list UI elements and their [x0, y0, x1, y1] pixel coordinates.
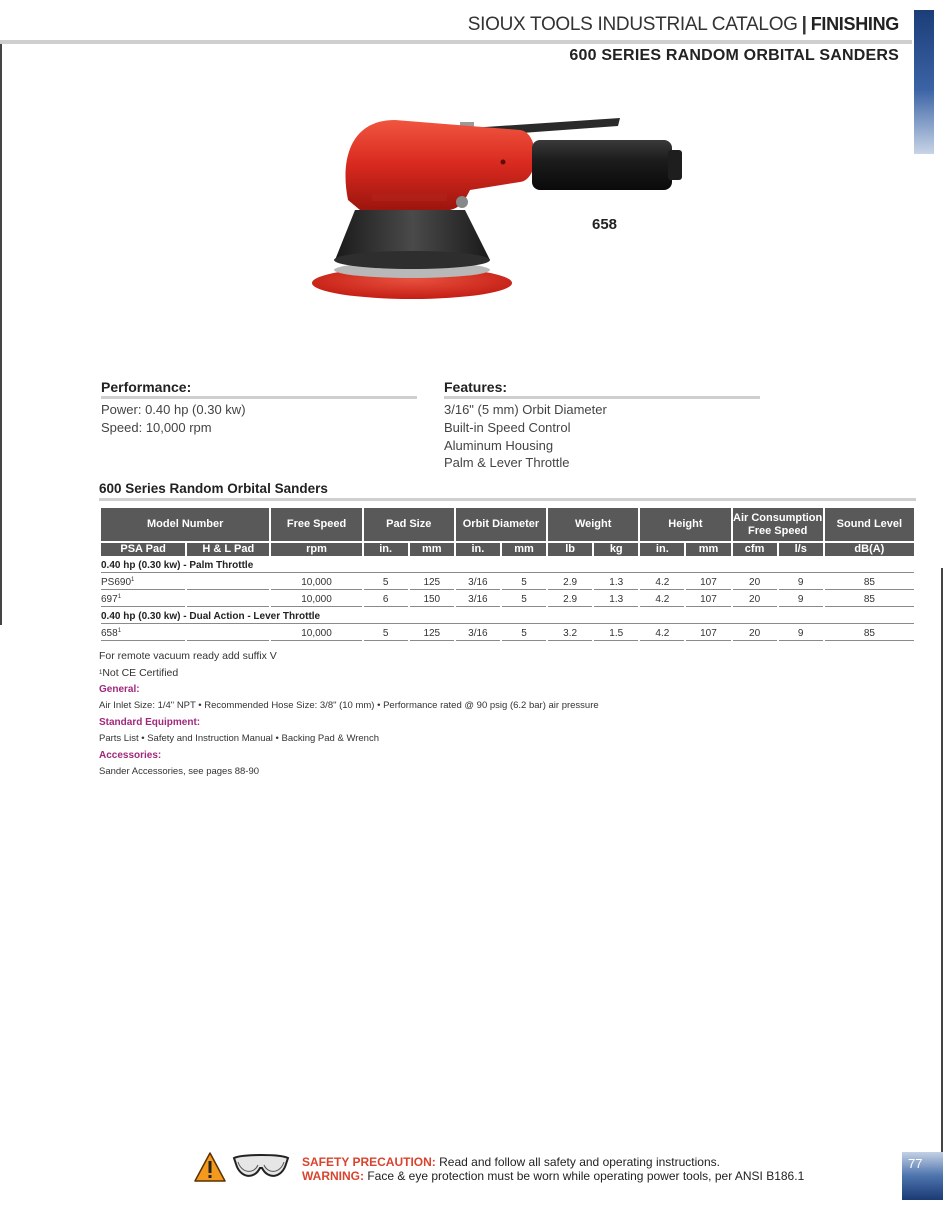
- ls-cell: 9: [779, 573, 823, 590]
- pad-mm-cell: 125: [410, 573, 454, 590]
- performance-block: [101, 379, 417, 437]
- orbit-in-cell: 3/16: [456, 624, 500, 641]
- pad-in-cell: 5: [364, 573, 408, 590]
- orbit-mm-cell: 5: [502, 573, 546, 590]
- dba-cell: 85: [825, 624, 914, 641]
- kg-cell: 1.3: [594, 573, 638, 590]
- table-title: 600 Series Random Orbital Sanders: [99, 481, 916, 501]
- cfm-cell: 20: [733, 624, 777, 641]
- left-margin-rule: [0, 40, 2, 625]
- orbit-mm-subheader: mm: [502, 541, 546, 556]
- ls-cell: 9: [779, 590, 823, 607]
- general-text: Air Inlet Size: 1/4" NPT • Recommended Hose Size: 3/8" (10 mm) • Performance rated @ 90 psig (6.2 bar) air pressure: [99, 700, 599, 711]
- sound-level-header: Sound Level: [825, 508, 914, 541]
- height-in-cell: 4.2: [640, 590, 684, 607]
- air-consumption-header: Air Consumption Free Speed: [733, 508, 823, 541]
- page-number: 77: [902, 1152, 943, 1200]
- ce-note: $^1$Not CE Certified: [99, 666, 179, 679]
- kg-cell: 1.3: [594, 590, 638, 607]
- psa-pad-subheader: PSA Pad: [101, 541, 185, 556]
- section-tab: [914, 10, 934, 154]
- features-heading: Features:: [444, 379, 760, 399]
- orbit-diameter-header: Orbit Diameter: [456, 508, 546, 541]
- height-mm-cell: 107: [686, 573, 730, 590]
- dba-cell: 85: [825, 573, 914, 590]
- remote-vacuum-note: For remote vacuum ready add suffix V: [99, 650, 277, 662]
- model-cell: $697^1$: [101, 590, 185, 607]
- table-row: [101, 573, 914, 590]
- pad-mm-cell: 125: [410, 624, 454, 641]
- right-margin-rule: [941, 568, 943, 1200]
- ls-cell: 9: [779, 624, 823, 641]
- feature-line: Palm & Lever Throttle: [444, 455, 570, 471]
- standard-equipment-label: Standard Equipment:: [99, 717, 201, 728]
- height-mm-subheader: mm: [686, 541, 730, 556]
- standard-equipment-text: Parts List • Safety and Instruction Manual • Backing Pad & Wrench: [99, 733, 380, 744]
- table-row: [101, 590, 914, 607]
- hl-pad-cell: [187, 573, 269, 590]
- height-mm-cell: 107: [686, 624, 730, 641]
- height-header: Height: [640, 508, 730, 541]
- model-cell: $658^1$: [101, 624, 185, 641]
- warning-triangle-icon: [194, 1152, 226, 1182]
- lb-subheader: lb: [548, 541, 592, 556]
- hl-pad-cell: [187, 624, 269, 641]
- orbit-in-cell: 3/16: [456, 590, 500, 607]
- safety-text: [302, 1155, 804, 1183]
- group-label: 0.40 hp (0.30 kw) - Palm Throttle: [101, 556, 914, 573]
- table-row: [101, 624, 914, 641]
- performance-line: Speed: 10,000 rpm: [101, 419, 212, 435]
- ls-subheader: l/s: [779, 541, 823, 556]
- pad-in-cell: 6: [364, 590, 408, 607]
- table-group-row: [101, 556, 914, 573]
- table-group-row: [101, 607, 914, 624]
- spec-table: [99, 508, 916, 641]
- sander-product-image: [300, 100, 700, 305]
- dba-cell: 85: [825, 590, 914, 607]
- pad-size-header: Pad Size: [364, 508, 454, 541]
- catalog-name: SIOUX TOOLS INDUSTRIAL CATALOG: [467, 14, 798, 35]
- orbit-mm-cell: 5: [502, 590, 546, 607]
- hl-pad-cell: [187, 590, 269, 607]
- cfm-cell: 20: [733, 573, 777, 590]
- pad-in-cell: 5: [364, 624, 408, 641]
- table-header-row: [101, 508, 914, 541]
- orbit-in-cell: 3/16: [456, 573, 500, 590]
- accessories-text: Sander Accessories, see pages 88-90: [99, 766, 260, 777]
- lb-cell: 2.9: [548, 590, 592, 607]
- pad-mm-subheader: mm: [410, 541, 454, 556]
- pad-in-subheader: in.: [364, 541, 408, 556]
- product-model-label: 658: [592, 216, 618, 233]
- height-in-subheader: in.: [640, 541, 684, 556]
- accessories-label: Accessories:: [99, 750, 162, 761]
- kg-subheader: kg: [594, 541, 638, 556]
- kg-cell: 1.5: [594, 624, 638, 641]
- model-number-header: Model Number: [101, 508, 269, 541]
- performance-line: Power: 0.40 hp (0.30 kw): [101, 402, 246, 417]
- hl-pad-subheader: H & L Pad: [187, 541, 269, 556]
- page-title: 600 SERIES RANDOM ORBITAL SANDERS: [569, 47, 899, 64]
- dba-subheader: dB(A): [825, 541, 914, 556]
- section-name: FINISHING: [810, 14, 899, 34]
- safety-precaution-line: SAFETY PRECAUTION: Read and follow all safety and operating instructions.: [302, 1155, 720, 1169]
- catalog-header: [468, 14, 899, 36]
- group-label: 0.40 hp (0.30 kw) - Dual Action - Lever Throttle: [101, 607, 914, 624]
- pad-mm-cell: 150: [410, 590, 454, 607]
- general-label: General:: [99, 684, 140, 695]
- feature-line: 3/16" (5 mm) Orbit Diameter: [444, 402, 607, 417]
- safety-glasses-icon: [232, 1152, 290, 1184]
- warning-line: WARNING: Face & eye protection must be worn while operating power tools, per ANSI B186.1: [302, 1169, 805, 1183]
- model-cell: $PS690^1$: [101, 573, 185, 590]
- features-block: [444, 379, 760, 472]
- header-rule: [0, 40, 912, 44]
- lb-cell: 2.9: [548, 573, 592, 590]
- height-mm-cell: 107: [686, 590, 730, 607]
- height-in-cell: 4.2: [640, 624, 684, 641]
- performance-heading: Performance:: [101, 379, 417, 399]
- feature-line: Aluminum Housing: [444, 437, 554, 453]
- cfm-cell: 20: [733, 590, 777, 607]
- free-speed-header: Free Speed: [271, 508, 361, 541]
- rpm-cell: 10,000: [271, 573, 361, 590]
- safety-footer: [194, 1152, 894, 1186]
- table-subheader-row: [101, 541, 914, 556]
- header-separator: |: [801, 14, 807, 35]
- orbit-mm-cell: 5: [502, 624, 546, 641]
- orbit-in-subheader: in.: [456, 541, 500, 556]
- rpm-subheader: rpm: [271, 541, 361, 556]
- weight-header: Weight: [548, 508, 638, 541]
- rpm-cell: 10,000: [271, 624, 361, 641]
- notes-section: [99, 648, 916, 780]
- lb-cell: 3.2: [548, 624, 592, 641]
- height-in-cell: 4.2: [640, 573, 684, 590]
- rpm-cell: 10,000: [271, 590, 361, 607]
- cfm-subheader: cfm: [733, 541, 777, 556]
- feature-line: Built-in Speed Control: [444, 419, 571, 435]
